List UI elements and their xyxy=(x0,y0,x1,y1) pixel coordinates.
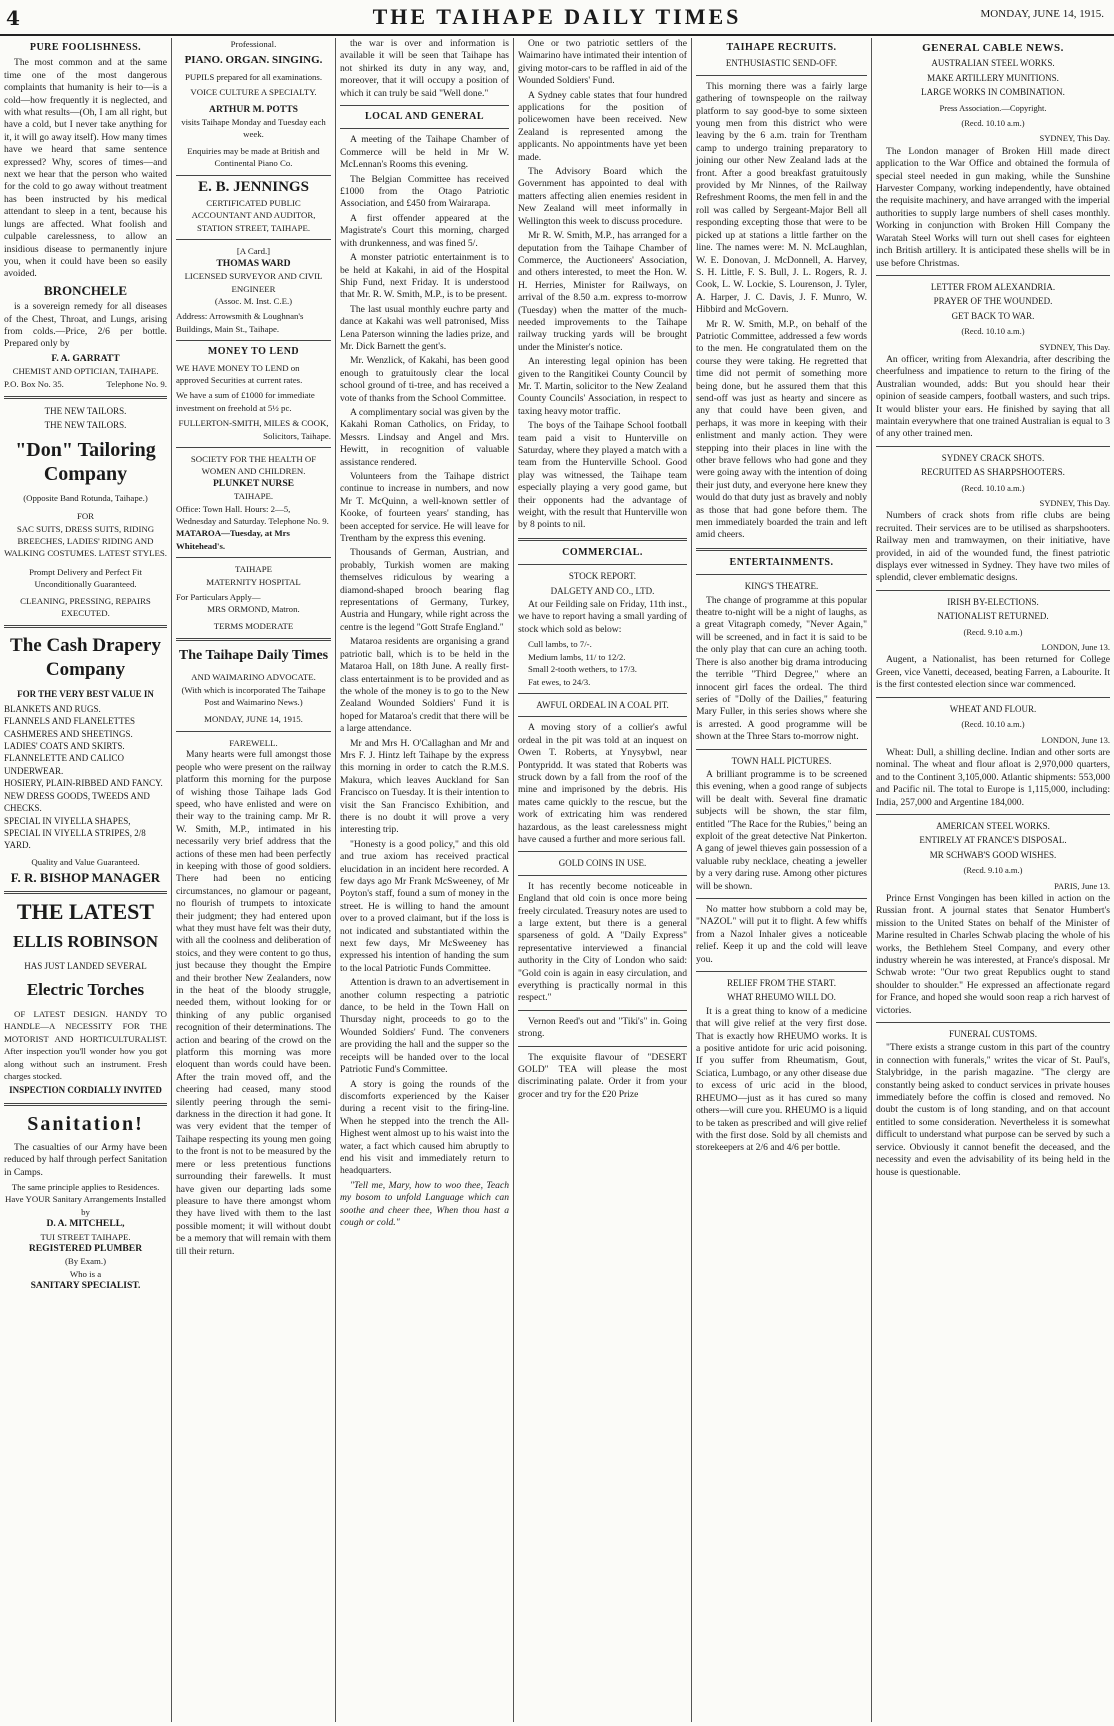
divider xyxy=(518,1046,687,1047)
divider xyxy=(876,697,1110,698)
received-time: (Recd. 10.10 a.m.) xyxy=(961,719,1025,730)
local-paragraph: Mataroa residents are organising a grand patriotic ball, which is to be held in the Mataroa Hall, on 18th June. A really first-class entertainment is to be provided and as the whole of the money is to go to the New Zealand Wounded Soldiers' Fund it is hoped for Mataroa's credit that there will be a large attendance. xyxy=(340,636,509,735)
cash-item: FLANNELETTE AND CALICO UNDERWEAR. xyxy=(4,753,124,776)
garratt-contact xyxy=(4,378,167,390)
dateline: SYDNEY, This Day. xyxy=(1039,341,1110,352)
received-time: (Recd. 9.10 a.m.) xyxy=(963,865,1023,876)
farewell-text: Many hearts were full amongst those people who were present on the railway platform this morning for the purpose of wishing those Taihape lads God speed, who have enlisted and were on their way to the training camp. Mr R. W. Smith, M.P., intimated in his necessarily very brief address that the actions of these men had been perfectly in keeping with those of good soldiers. There had been no enticing circumstances, no glamour or pageant, no flourish of trumpets to intoxicate their judgment; they had entered upon what they must have felt was their duty, with all the coolness and deliberation of stoics, and they were content to go thus, just because they thought the Empire and their brother New Zealanders, now in the heat of the bloody struggle, needed them, without looking for or thinking of any public organised recognition of their determinations. The action and bearing of the crowd on the platform this morning was more eloquent than words could have been. After the train moved off, and the cheering had ceased, many stood silently peering through the semi-darkness in the direction it had gone. It was very evident that the temper of Taihape respecting its young men going to the front is not to be measured by the mere or less pretentious functions surrounding their farewells. It must have given our departing lads some pleasure to have there amongst whom they have lived with them to the last possible moment; it will without doubt be a memory that will remain with them till their return. xyxy=(176,749,331,1257)
crack-shots-sub: RECRUITED AS SHARPSHOOTERS. xyxy=(921,467,1065,478)
local-paragraph: A story is going the rounds of the discomforts experienced by the Kaiser during a recent visit to the firing-line. When he stepped into the trench the All-Highest went almost up to his waist into the water, a fact which caused him abruptly to end his visit and immediately return to headquarters. xyxy=(340,1078,509,1177)
tdt-date: MONDAY, JUNE 14, 1915. xyxy=(204,714,303,725)
maternity-heading: MATERNITY HOSPITAL xyxy=(206,576,301,587)
divider xyxy=(176,175,331,176)
plunket-text: Office: Town Hall. Hours: 2—5, Wednesday and Saturday. Telephone No. 9. xyxy=(176,503,329,526)
pure-foolishness-heading: PURE FOOLISHNESS. xyxy=(29,42,142,53)
money-text: We have a sum of £1000 for immediate investment on freehold at 5½ pc. xyxy=(176,390,315,413)
town-hall-heading: TOWN HALL PICTURES. xyxy=(731,755,832,766)
divider xyxy=(518,716,687,717)
received-time: (Recd. 9.10 a.m.) xyxy=(963,626,1023,637)
tdt-name: The Taihape Daily Times xyxy=(178,648,329,664)
cash-item: HOSIERY, PLAIN-RIBBED AND FANCY. xyxy=(4,778,163,789)
local-paragraph: Attention is drawn to an advertisement in another column respecting a patriotic dance, to be held in the Town Hall on Thursday night, proceeds to go to the Wounded Soldiers' Fund. The conveners are providing the hall and the supper so the receipts will be handed over to the local Patriotic Fund's Committee. xyxy=(340,977,509,1076)
sanitation-text-2: The same principle applies to Residences. xyxy=(11,1182,160,1192)
the-latest-heading: THE LATEST xyxy=(16,898,155,924)
terms-moderate: TERMS MODERATE xyxy=(213,620,294,631)
maternity-text: For Particulars Apply— xyxy=(176,592,261,603)
bronchele-heading: BRONCHELE xyxy=(43,282,128,298)
don-tailoring-name: "Don" Tailoring Company xyxy=(15,438,156,485)
don-delivery: Prompt Delivery and Perfect Fit Unconditionally Guaranteed. xyxy=(29,566,142,590)
garratt-name: F. A. GARRATT xyxy=(51,352,120,364)
news-paragraph: The Advisory Board which the Government has appointed to deal with matters affecting alien enemies resident in New Zealand will meet informally in Wellington this week to discuss procedure. xyxy=(518,166,687,227)
steel-works-heading: AUSTRALIAN STEEL WORKS. xyxy=(931,58,1055,69)
pupils-text: PUPILS prepared for all examinations. xyxy=(184,71,323,82)
tdt-note: (With which is incorporated The Taihape Post and Waimarino News.) xyxy=(181,684,326,708)
ward-address: Address: Arrowsmith & Loughnan's Buildings, Main St., Taihape. xyxy=(176,311,304,334)
cable-news-heading: GENERAL CABLE NEWS. xyxy=(922,42,1064,54)
plunket-heading: PLUNKET NURSE xyxy=(212,477,295,489)
wheat-text: Wheat: Dull, a shilling decline. Indian and other sorts are nominal. The wheat and flour afloat is 2,970,000 quarters, and to the Continent 3,105,000. Atlantic shipments: 553,000 and Pacific nil. The total to Europe is 1,115,000, including: India, 257,000 and Argentine 184,000. xyxy=(876,746,1110,808)
divider xyxy=(176,447,331,448)
local-paragraph: The Belgian Committee has received £1000 from the Otago Patriotic Association, and £450 from Wairarapa. xyxy=(340,173,509,210)
society-heading: SOCIETY FOR THE HEALTH OF WOMEN AND CHILDREN. xyxy=(190,453,317,477)
news-paragraph: An interesting legal opinion has been given to the Rangitikei County Council by Mr. T. Martin, solicitor to the New Zealand County Councils' Association, in respect to taxing heavy motor traffic. xyxy=(518,356,687,417)
jennings-name: E. B. JENNINGS xyxy=(198,178,309,195)
ellis-robinson-name: ELLIS ROBINSON xyxy=(12,931,159,951)
american-steel-heading: AMERICAN STEEL WORKS. xyxy=(936,820,1050,831)
dateline: LONDON, June 13. xyxy=(1041,734,1110,745)
town-hall-text: A brilliant programme is to be screened this evening, when a good range of subjects will be dealt with. Several fine dramatic subjects will be shown, the star film, entitled "The Race for the Rubies," being an exploit of the great detective Nat Pinkerton. A gang of jewel thieves gain possession of a valuable ruby necklace, cheating a jeweller by a very daring ruse. Among other pictures will be shown. xyxy=(696,768,867,892)
maternity-town: TAIHAPE xyxy=(235,564,272,575)
divider xyxy=(696,574,867,575)
rheumo-text: It is a great thing to know of a medicine that will give relief at the very first dose. That is exactly how RHEUMO works. It is a positive antidote for uric acid poisoning. If you suffer from Rheumatism, Gout, Sciatica, Lumbago, or any other disease due to excess of uric acid in the blood, RHEUMO—just as it has cured so many others—will cure you. RHEUMO is a liquid to be taken as prescribed and will give relief with the first dose. Sold by all chemists and storekeepers at 2/6 and 4/6 per bottle. xyxy=(696,1005,867,1154)
column-4 xyxy=(514,38,692,1722)
kings-theatre-text: The change of programme at this popular theatre to-night will be a night of laughs, as a great Vitagraph comedy, "Never Again," will be screened, and in fact it is said to be the only play that can cure an aching tooth. There is also another big drama introducing the terrible "Third Degree," where an innocent girl faces the ordeal. The third series of "Dolly of the Dailies," featuring Mary Fuller, in this series shows where she is arrested. A good programme will be shown at the Three Stars to-morrow night. xyxy=(696,594,867,743)
by-exam: (By Exam.) xyxy=(64,1256,107,1267)
sanitation-heading: Sanitation! xyxy=(27,1112,144,1135)
divider xyxy=(176,731,331,732)
divider xyxy=(518,875,687,876)
fullerton-sub: Solicitors, Taihape. xyxy=(263,430,331,441)
desert-gold-text: The exquisite flavour of "DESERT GOLD" TEA will please the most discriminating palate. Order it from your grocer and try for the £20 Prize xyxy=(518,1051,687,1100)
news-paragraph: Mr R. W. Smith, M.P., has arranged for a deputation from the Taihape Chamber of Commerce, the Auctioneers' Association, and others interested, to meet the Hon. W. H. Herries, Minister for Railways, on arrival of the 8.50 a.m. express to-morrow (Tuesday) when the matter of the much-needed improvements to the Taihape railway trucking yards will be brought under the Minister's notice. xyxy=(518,230,687,353)
irish-sub: NATIONALIST RETURNED. xyxy=(937,611,1049,622)
local-paragraph: Mr. Wenzlick, of Kakahi, has been good enough to gratuitously clear the local school ground of ti-tree, and has received a vote of thanks from the School Committee. xyxy=(340,355,509,404)
dalgety-heading: DALGETY AND CO., LTD. xyxy=(550,585,655,596)
steel-text: The London manager of Broken Hill made direct application to the War Office and obtained the formula of special steel needed in gun making, while the Sunshine Harvester Company, working independently, have obtained the requisite machinery, and have arranged with the imperial authorities to supply large numbers of shell cases monthly. Working in conjunction with Broken Hill Company the Waratah Steel Works will turn out shell cases for eighteen inch British artillery. It is anticipated these shells will be in use before Christmas. xyxy=(876,145,1110,269)
divider xyxy=(518,564,687,565)
divider xyxy=(696,749,867,750)
munitions-heading: MAKE ARTILLERY MUNITIONS. xyxy=(927,72,1059,83)
ward-assoc: (Assoc. M. Inst. C.E.) xyxy=(214,295,293,306)
sanitation-text: The casualties of our Army have been reduced by half through perfect Sanitation in Camps. xyxy=(4,1141,167,1178)
page-number: 4 xyxy=(6,6,20,30)
cash-manager: F. R. BISHOP MANAGER xyxy=(10,870,161,886)
cash-item: SPECIAL IN VIYELLA SHAPES, xyxy=(4,815,131,826)
stock-report-heading: STOCK REPORT. xyxy=(568,571,637,582)
tdt-sub: AND WAIMARINO ADVOCATE. xyxy=(191,672,316,683)
plunket-town: TAIHAPE. xyxy=(233,491,274,502)
alexandria-sub: PRAYER OF THE WOUNDED. xyxy=(933,296,1053,307)
stock-item: Small 2-tooth wethers, to 17/3. xyxy=(528,664,637,675)
ward-sub: LICENSED SURVEYOR AND CIVIL ENGINEER xyxy=(184,271,323,294)
ellis-subline: HAS JUST LANDED SEVERAL xyxy=(24,960,147,971)
money-sub: WE HAVE MONEY TO LEND on approved Securities at current rates. xyxy=(176,362,303,385)
card-label: [A Card.] xyxy=(236,246,271,257)
local-paragraph: Volunteers from the Taihape district continue to increase in numbers, and now Mr T. McQuinn, a well-known settler of Kooke, of fourteen years' standing, has been accepted for service. He will leave for Trentham by the express this evening. xyxy=(340,471,509,545)
torches-invite: INSPECTION CORDIALLY INVITED xyxy=(9,1085,162,1096)
press-association: Press Association.—Copyright. xyxy=(939,102,1047,113)
divider xyxy=(4,1103,167,1106)
torches-text: OF LATEST DESIGN. HANDY TO HANDLE—A NECESSITY FOR THE MOTORIST AND HORTICULTURALIST. After inspection you'll wonder how you got along without such an instrument. Fresh charges stocked. xyxy=(4,1008,167,1081)
maternity-matron: MRS ORMOND, Matron. xyxy=(207,604,300,615)
column-3 xyxy=(336,38,514,1722)
garratt-box: P.O. Box No. 35. xyxy=(4,378,64,389)
alexandria-text: An officer, writing from Alexandria, after describing the cheerfulness and impatience to return to the firing of the Australian wounded, adds: But you should hear their opinion of seaside campers, football wasters, and such trips. It would blister your ears. He finished by saying that all maintain everywhere that one trained Australian is equal to 3 of any other trained men. xyxy=(876,353,1110,440)
news-paragraph: The boys of the Taihape School football team paid a visit to Hunterville on Saturday, where they played a match with a team from the Hunterville School. Good play was witnessed, the Taihape team especially playing a very good game, but their opponents had the advantage of weight, with the result that Hunterville won by 8 points to nil. xyxy=(518,420,687,531)
cash-item: FLANNELS AND FLANELETTES xyxy=(4,716,135,727)
garratt-title: CHEMIST AND OPTICIAN, TAIHAPE. xyxy=(12,366,159,377)
money-heading: MONEY TO LEND xyxy=(207,346,300,358)
mitchell-name: D. A. MITCHELL, xyxy=(46,1218,125,1230)
schwab-text: Prince Ernst Vongingen has been killed in action on the Russian front. A journal states that Senator Humbert's mission to the United States on behalf of the Minister of Marine resulted in Charles Schwab placing the whole of his works, the Bethlehem Steel Company, and every other industry wherein he was interested, at France's disposal. Mr Schwab wrote: "Our two great Republics ought to stand shoulder to shoulder." He expressed an affectionate regard for France, and hoped she would soon reap a rich harvest of victories. xyxy=(876,892,1110,1016)
voice-text: VOICE CULTURE A SPECIALTY. xyxy=(190,87,317,98)
column-2 xyxy=(172,38,336,1722)
vernon-text: Vernon Reed's out and "Tiki's" in. Going strong. xyxy=(518,1015,687,1040)
stock-item: Medium lambs, 11/ to 12/2. xyxy=(528,651,626,662)
divider xyxy=(518,693,687,694)
funeral-text: "There exists a strange custom in this part of the country in connection with funerals," writes the vicar of St. Paul's, Stalybridge, in the parish magazine. "The clergy are constantly being asked to conduct services in private houses immediately before the coffin is closed and removed. No doubt the custom is of long standing, and on that account entitled to some consideration. Nevertheless it is somewhat difficult to understand what purpose can be served by such a service. Obviously it cannot benefit the deceased, and the necessity and even the advisability of its being held in the house is questionable. xyxy=(876,1042,1110,1178)
sanitation-text-3: Have YOUR Sanitary Arrangements Installed by xyxy=(5,1194,166,1217)
local-paragraph: Mr and Mrs H. O'Callaghan and Mr and Mrs F. J. Hintz left Taihape by the express this morning in order to catch the R.M.S. Makura, which leaves Auckland for San Francisco on Tuesday. It is their intention to visit the San Francisco Exhibition, and there is no doubt it will prove a very interesting trip. xyxy=(340,737,509,836)
professional-heading: Professional. xyxy=(230,39,277,49)
divider xyxy=(4,396,167,399)
column-6 xyxy=(872,38,1114,1722)
newspaper-title: THE TAIHAPE DAILY TIMES xyxy=(372,4,742,29)
potts-text: visits Taihape Monday and Tuesday each week. xyxy=(181,117,326,140)
entertainments-heading: ENTERTAINMENTS. xyxy=(729,556,834,568)
cash-item: LADIES' COATS AND SKIRTS. xyxy=(4,741,125,752)
alexandria-heading: LETTER FROM ALEXANDRIA. xyxy=(930,281,1056,292)
divider xyxy=(696,898,867,899)
irish-text: Augent, a Nationalist, has been returned for College Green, vice Vanetti, deceased, beating Farren, a Labourite. It is the first contested election since war commenced. xyxy=(876,654,1110,691)
cash-item: NEW DRESS GOODS, TWEEDS AND CHECKS. xyxy=(4,790,150,814)
mitchell-address: TUI STREET TAIHAPE. xyxy=(40,1231,131,1242)
dateline: SYDNEY, This Day. xyxy=(1039,498,1110,508)
american-steel-sub: ENTIRELY AT FRANCE'S DISPOSAL. xyxy=(919,835,1067,846)
don-items: SAC SUITS, DRESS SUITS, RIDING BREECHES, LADIES' RIDING AND WALKING COSTUMES. LATEST STYLES. xyxy=(4,523,167,559)
coal-pit-text: A moving story of a collier's awful ordeal in the pit was told at an inquest on Owen T. Roberts, at Ynysybwl, near Pontypridd. It was stated that Roberts was struck down by a fall from the roof of the mine and imprisoned by the debris. His mates came quickly to the rescue, but the work of extricating him was rendered hazardous, as the least carelessness might have caused a further and more serious fall. xyxy=(518,722,687,845)
funeral-heading: FUNERAL CUSTOMS. xyxy=(948,1029,1038,1040)
motor-car-text: One or two patriotic settlers of the Waimarino have intimated their intention of giving motor-cars to be raffled in aid of the Wounded Soldiers' Fund. xyxy=(518,38,687,87)
divider xyxy=(176,638,331,641)
divider xyxy=(176,239,331,240)
garratt-phone: Telephone No. 9. xyxy=(106,378,167,389)
local-paragraph: A first offender appeared at the Magistrate's Court this morning, charged with drunkenness, and was fined 5/. xyxy=(340,212,509,249)
divider xyxy=(518,1010,687,1011)
divider xyxy=(696,75,867,76)
masthead xyxy=(0,0,1114,36)
divider xyxy=(518,851,687,852)
kings-theatre-heading: KING'S THEATRE. xyxy=(744,581,819,592)
who-is-a: Who is a xyxy=(69,1268,102,1279)
war-continued-text: the war is over and information is available it will be seen that Taihape has not shirked its duty in any way, and, moreover, that it will occupy a position of which it can truly be said "Well done." xyxy=(340,38,509,99)
fullerton-name: FULLERTON-SMITH, MILES & COOK, xyxy=(178,418,329,429)
issue-date: MONDAY, JUNE 14, 1915. xyxy=(980,8,1104,20)
divider xyxy=(518,538,687,541)
recruits-text: This morning there was a fairly large gathering of townspeople on the railway platform to say good-bye to some sixteen young men from this district who were leaving by the 6 a.m. train for Trentham camp to undergo training preparatory to joining our other New Zealand lads at the front. After a good breakfast gratuitously provided by Mr Ninnes, of the Railway Refreshment Rooms, the men fell in and the roll was called by Sergeant-Major Bell all responding excepting those that were to be picked up at stations a little farther on the line. The names were: M. N. McLaughlan, W. E. Donovan, J. McDonnell, A. Harvey, S. H. Little, F. S. Bull, J. L. Rogers, R. J. Cook, L. W. Lockie, S. Lourenson, J. Tyler, A. Harper, J. C. Davis, J. F. Munro, W. Hibbird and McGovern. xyxy=(696,80,867,316)
jennings-address: STATION STREET, TAIHAPE. xyxy=(196,222,311,233)
local-paragraph: The last usual monthly euchre party and dance at Kakahi was well patronised, Miss Lena Paterson winning the ladies prize, and Mr. Dick Barnett the gent's. xyxy=(340,303,509,352)
schwab-heading: MR SCHWAB'S GOOD WISHES. xyxy=(929,849,1057,860)
local-general-heading: LOCAL AND GENERAL xyxy=(364,111,485,123)
nazol-text: No matter how stubborn a cold may be, "NAZOL" will put it to flight. A few whiffs from a Nazol Inhaler gives a noticeable relief. Keep it up and the cold will leave you. xyxy=(696,904,867,965)
dateline: PARIS, June 13. xyxy=(1054,880,1110,891)
cash-item: BLANKETS AND RUGS. xyxy=(4,703,101,714)
don-cleaning: CLEANING, PRESSING, REPAIRS EXECUTED. xyxy=(20,595,151,619)
new-tailors-1: THE NEW TAILORS. xyxy=(44,405,127,416)
divider xyxy=(876,1022,1110,1023)
divider xyxy=(876,590,1110,591)
don-for: FOR xyxy=(76,511,95,522)
divider xyxy=(876,814,1110,815)
divider xyxy=(176,340,331,341)
bronchele-text: is a sovereign remedy for all diseases of the Chest, Throat, and Lungs, arising from colds.—Price, 2/6 per bottle. Prepared only by xyxy=(4,301,167,350)
combination-heading: LARGE WORKS IN COMBINATION. xyxy=(921,87,1065,98)
ward-name: THOMAS WARD xyxy=(216,257,291,269)
jennings-sub: CERTIFICATED PUBLIC ACCOUNTANT AND AUDITOR, xyxy=(191,198,316,221)
divider xyxy=(340,105,509,106)
sanitary-specialist: SANITARY SPECIALIST. xyxy=(30,1280,141,1292)
new-tailors-2: THE NEW TAILORS. xyxy=(44,420,127,431)
received-time: (Recd. 10.10 a.m.) xyxy=(961,326,1025,337)
registered-plumber: REGISTERED PLUMBER xyxy=(28,1243,143,1255)
divider xyxy=(696,548,867,551)
alexandria-sub-2: GET BACK TO WAR. xyxy=(951,310,1035,321)
cash-quality: Quality and Value Guaranteed. xyxy=(31,856,140,867)
coal-pit-heading: AWFUL ORDEAL IN A COAL PIT. xyxy=(536,699,669,710)
crack-shots-text: Numbers of crack shots from rifle clubs are being recruited. Their services are to be utilised as sharpshooters. Railway men and tramwaymen, on their initiative, have provided, in aid of the wounded fund, the finest patriotic displays ever witnessed in Sydney. They have two miles of splendid, clever emblematic designs. xyxy=(876,510,1110,584)
news-paragraph: A Sydney cable states that four hundred applications for the position of policewomen have been received. New Zealand is represented among the applicants. No appointments have yet been made. xyxy=(518,89,687,163)
stock-text: At our Feilding sale on Friday, 11th inst., we have to report having a small yarding of stock which sold as below: xyxy=(518,599,687,635)
wheat-heading: WHEAT AND FLOUR. xyxy=(949,703,1037,714)
divider xyxy=(696,971,867,972)
pure-foolishness-text: The most common and at the same time one of the most dangerous complaints that humanity is heir to—is a cold—how frequently it is neglected, and with what results—(Oh, I am all right, but have a cold, but I never take anything for it, it will go away itself). How many times have we heard that same sentence expressed? Why, scores of times—and next we hear that the person who waited for the cold to go away without treatment has been instructed by his medical attendant to sleep in a tent, because his lungs are affected. What foolish and culpable carelessness, to allow an insidious disease to permanently injure you, when it could have been so easily avoided. xyxy=(4,57,167,280)
local-paragraph: A meeting of the Taihape Chamber of Commerce will be held in Mr W. McLennan's Rooms this evening. xyxy=(340,134,509,171)
divider xyxy=(340,128,509,129)
stock-item: Cull lambs, to 7/-. xyxy=(528,639,592,650)
potts-enquiries: Enquiries may be made at British and Continental Piano Co. xyxy=(187,145,320,169)
potts-name: ARTHUR M. POTTS xyxy=(209,103,298,115)
don-address: (Opposite Band Rotunda, Taihape.) xyxy=(23,492,148,503)
commercial-heading: COMMERCIAL. xyxy=(562,546,643,558)
rheumo-heading: WHAT RHEUMO WILL DO. xyxy=(727,992,836,1003)
column-1 xyxy=(0,38,172,1722)
divider xyxy=(4,891,167,894)
dateline: SYDNEY, This Day. xyxy=(1039,133,1110,144)
divider xyxy=(876,275,1110,276)
recruits-heading: TAIHAPE RECRUITS. xyxy=(726,42,837,53)
received-time: (Recd. 10.10 a.m.) xyxy=(961,482,1025,493)
local-paragraph: A complimentary social was given by the Kakahi Roman Catholics, on Friday, to Messrs. Lindsay and Angel and Mrs. Hewitt, in recognition of valuable assistance rendered. xyxy=(340,406,509,468)
local-paragraph: "Honesty is a good policy," and this old and true axiom has received practical elucidation in an incident here recorded. A few days ago Mr Frank McSweeney, of Mr Poyton's staff, found a sum of money in the street. He is willing to hand the amount over to a proved claimant, but if the loss is not indicated and substantiated within the next few days, Mr McSweeney has expressed his intention of handing the sum to the local Patriotic Funds Committee. xyxy=(340,838,509,974)
cash-item-list xyxy=(4,703,167,852)
recruits-subheading: ENTHUSIASTIC SEND-OFF. xyxy=(725,58,838,69)
local-paragraph: A monster patriotic entertainment is to be held at Kakahi, in aid of the Hospital Ship Fund, next Friday. It is understood that Mr. R. W. Smith, M.P., is to be present. xyxy=(340,252,509,301)
irish-heading: IRISH BY-ELECTIONS. xyxy=(947,596,1039,607)
cash-drapery-name: The Cash Drapery Company xyxy=(10,635,161,681)
piano-heading: PIANO. ORGAN. SINGING. xyxy=(184,54,323,67)
relief-heading: RELIEF FROM THE START. xyxy=(727,978,836,989)
divider xyxy=(4,625,167,628)
mataroa-text: MATAROA—Tuesday, at Mrs Whitehead's. xyxy=(176,528,290,551)
stock-item: Fat ewes, to 24/3. xyxy=(528,676,591,687)
cash-item: CASHMERES AND SHEETINGS. xyxy=(4,728,133,739)
electric-torches-heading: Electric Torches xyxy=(26,979,145,999)
farewell-heading: FAREWELL. xyxy=(229,737,278,748)
poem-text: "Tell me, Mary, how to woo thee, Teach my bosom to unfold Language which can soothe and cheer thee, When thou hast a cough or cold." xyxy=(340,1179,509,1228)
recruits-text-2: Mr R. W. Smith, M.P., on behalf of the Patriotic Committee, addressed a few words to the men. He congratulated them on the course they were taking. He regretted that time did not permit of something more being done, but he assured them that this send-off was just as hearty and sincere as any that could have been given, and perhaps, it was more in keeping with their enlistment and manly action. They were stepping into their places in line with the other brave fellows who had gone and they were going away with the intention of doing their just duty, and everyone here knew they would do that duty just as bravely and nobly as those that had gone before them. The men immediately boarded the train and left amid cheers. xyxy=(696,318,867,541)
cash-item: SPECIAL IN VIYELLA STRIPES, 2/8 YARD. xyxy=(4,827,146,851)
dateline: LONDON, June 13. xyxy=(1041,642,1110,653)
local-paragraph: Thousands of German, Austrian, and probably, Turkish women are making themselves ridiculous by wearing a diamond-shaped brooch bearing flag representations of Germany, Turkey, Austria and Hungary, while right across the centre is the legend "Gott Strafe England." xyxy=(340,547,509,633)
cash-tagline: FOR THE VERY BEST VALUE IN xyxy=(17,689,154,700)
divider xyxy=(876,446,1110,447)
gold-coins-heading: GOLD COINS IN USE. xyxy=(558,858,647,869)
received-time: (Recd. 10.10 a.m.) xyxy=(961,118,1025,129)
crack-shots-heading: SYDNEY CRACK SHOTS. xyxy=(941,452,1045,463)
divider xyxy=(176,557,331,558)
column-5 xyxy=(692,38,872,1722)
gold-coins-text: It has recently become noticeable in England that old coin is once more being freely circulated. Treasury notes are used to a large extent, but there is a general sparseness of gold. A "Daily Express" representative interviewed a financial authority in the City of London who said: "Gold coin is again in easy circulation, and everything is practically normal in this respect." xyxy=(518,880,687,1004)
